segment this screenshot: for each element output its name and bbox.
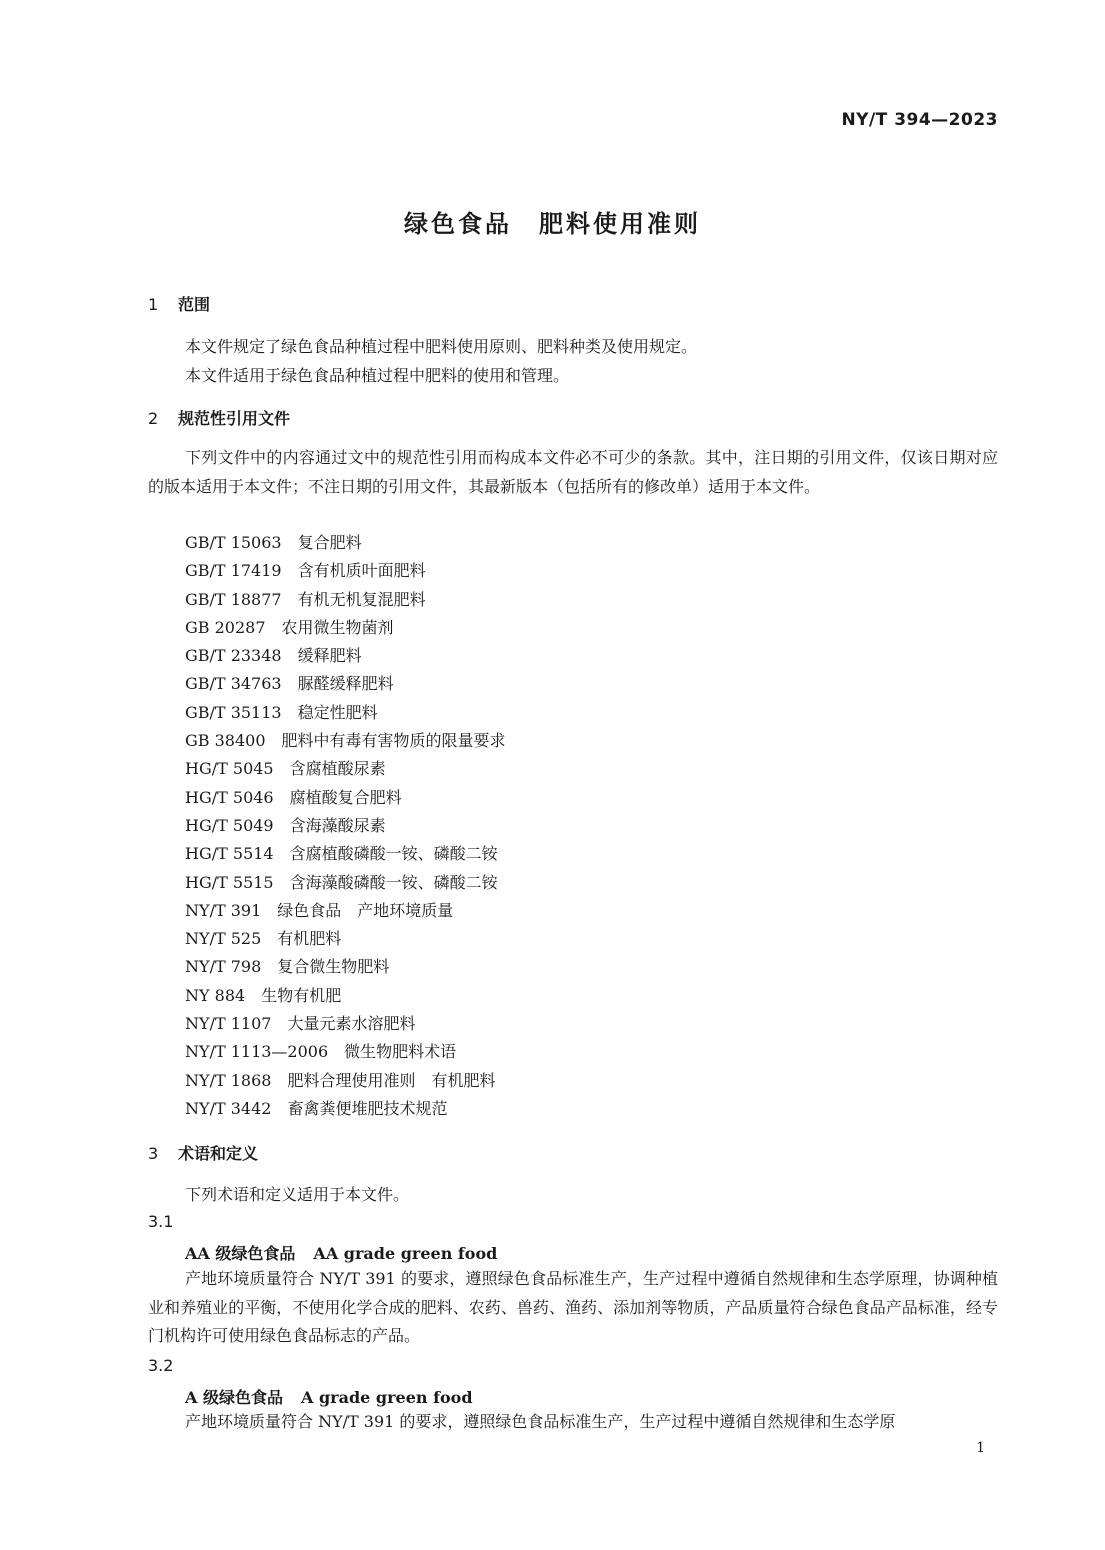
document-title: 绿色食品 肥料使用准则	[404, 210, 701, 238]
reference-item	[185, 897, 506, 925]
reference-name: 腐植酸复合肥料	[289, 787, 402, 807]
reference-name: 农用微生物菌剂	[281, 617, 394, 637]
reference-item	[185, 586, 506, 614]
references-intro: 下列文件中的内容通过文中的规范性引用而构成本文件必不可少的条款。其中，注日期的引用文件，仅该日期对应的版本适用于本文件；不注日期的引用文件，其最新版本（包括所有的修改单）适用于本文件。	[148, 448, 998, 496]
reference-item	[185, 642, 506, 670]
page-number: 1	[976, 1440, 985, 1456]
reference-code: HG/T 5514	[185, 844, 274, 864]
reference-code: NY/T 1868	[185, 1070, 272, 1090]
reference-name: 含腐植酸磷酸一铵、磷酸二铵	[289, 844, 498, 864]
reference-code: GB/T 15063	[185, 533, 282, 552]
reference-name: 复合肥料	[297, 533, 362, 552]
term-3-2-definition: 产地环境质量符合 NY/T 391 的要求，遵照绿色食品标准生产，生产过程中遵循自然规律和生态学原	[185, 1412, 896, 1431]
reference-item	[185, 982, 506, 1010]
reference-name: 畜禽粪便堆肥技术规范	[287, 1098, 448, 1118]
section-number: 3	[148, 1144, 159, 1163]
reference-name: 有机肥料	[277, 929, 342, 949]
standard-code: NY/T 394—2023	[841, 110, 998, 130]
reference-code: HG/T 5045	[185, 759, 274, 779]
term-3-1-number: 3.1	[148, 1212, 174, 1231]
reference-code: NY/T 3442	[185, 1098, 272, 1118]
scope-paragraph-2: 本文件适用于绿色食品种植过程中肥料的使用和管理。	[185, 366, 570, 385]
reference-code: GB/T 17419	[185, 561, 282, 581]
reference-name: 含有机质叶面肥料	[297, 561, 426, 581]
section-title: 规范性引用文件	[178, 409, 291, 428]
reference-item	[185, 1067, 506, 1095]
reference-code: HG/T 5049	[185, 815, 274, 835]
reference-item	[185, 840, 506, 868]
scope-paragraph-1: 本文件规定了绿色食品种植过程中肥料使用原则、肥料种类及使用规定。	[185, 337, 698, 356]
section-3-heading	[148, 1141, 258, 1164]
reference-code: GB 20287	[185, 617, 266, 637]
reference-item	[185, 670, 506, 698]
reference-code: NY/T 1107	[185, 1014, 272, 1034]
reference-name: 含腐植酸尿素	[289, 759, 386, 779]
reference-code: GB/T 34763	[185, 674, 282, 694]
reference-item	[185, 1095, 506, 1123]
reference-code: NY/T 525	[185, 929, 262, 949]
term-name-en: AA grade green food	[313, 1244, 498, 1263]
reference-code: NY/T 798	[185, 957, 262, 977]
section-title: 范围	[178, 295, 211, 314]
term-3-2-name	[185, 1385, 473, 1408]
reference-name: 肥料合理使用准则 有机肥料	[287, 1070, 496, 1090]
reference-item	[185, 614, 506, 642]
reference-list	[185, 529, 506, 1123]
reference-code: HG/T 5046	[185, 787, 274, 807]
term-name-cn: A 级绿色食品	[185, 1388, 283, 1407]
reference-name: 肥料中有毒有害物质的限量要求	[281, 731, 506, 751]
reference-code: GB/T 23348	[185, 646, 282, 666]
reference-name: 微生物肥料术语	[344, 1042, 457, 1062]
reference-name: 稳定性肥料	[297, 702, 378, 722]
reference-name: 复合微生物肥料	[277, 957, 390, 977]
reference-name: 缓释肥料	[297, 646, 362, 666]
reference-name: 含海藻酸尿素	[289, 815, 386, 835]
section-2-heading	[148, 406, 290, 429]
reference-code: GB/T 18877	[185, 589, 282, 609]
reference-item	[185, 699, 506, 727]
reference-item	[185, 1038, 506, 1066]
reference-name: 脲醛缓释肥料	[297, 674, 394, 694]
reference-code: GB 38400	[185, 731, 266, 751]
reference-item	[185, 869, 506, 897]
reference-code: GB/T 35113	[185, 702, 282, 722]
reference-name: 生物有机肥	[261, 985, 342, 1005]
reference-item	[185, 529, 506, 557]
reference-item	[185, 784, 506, 812]
reference-name: 含海藻酸磷酸一铵、磷酸二铵	[289, 872, 498, 892]
reference-name: 有机无机复混肥料	[297, 589, 426, 609]
section-title: 术语和定义	[178, 1144, 259, 1163]
reference-item	[185, 557, 506, 585]
reference-name: 大量元素水溶肥料	[287, 1014, 416, 1034]
reference-item	[185, 727, 506, 755]
term-3-1-name	[185, 1241, 497, 1264]
terms-intro: 下列术语和定义适用于本文件。	[185, 1185, 410, 1204]
term-name-cn: AA 级绿色食品	[185, 1244, 296, 1263]
reference-item	[185, 953, 506, 981]
reference-item	[185, 755, 506, 783]
reference-code: NY/T 391	[185, 900, 262, 920]
reference-item	[185, 925, 506, 953]
term-3-1-definition: 产地环境质量符合 NY/T 391 的要求，遵照绿色食品标准生产，生产过程中遵循自然规律和生态学原理，协调种植业和养殖业的平衡，不使用化学合成的肥料、农药、兽药、渔药、添加剂等物质，产品质量符合绿色食品产品标准，经专门机构许可使用绿色食品标志的产品。	[148, 1269, 998, 1345]
reference-name: 绿色食品 产地环境质量	[277, 900, 454, 920]
reference-code: NY/T 1113—2006	[185, 1042, 329, 1062]
reference-code: NY 884	[185, 985, 246, 1005]
term-name-en: A grade green food	[301, 1388, 473, 1407]
term-3-2-number: 3.2	[148, 1356, 174, 1375]
section-1-heading	[148, 292, 210, 315]
section-number: 2	[148, 409, 159, 428]
reference-code: HG/T 5515	[185, 872, 274, 892]
reference-item	[185, 1010, 506, 1038]
section-number: 1	[148, 295, 159, 314]
reference-item	[185, 812, 506, 840]
